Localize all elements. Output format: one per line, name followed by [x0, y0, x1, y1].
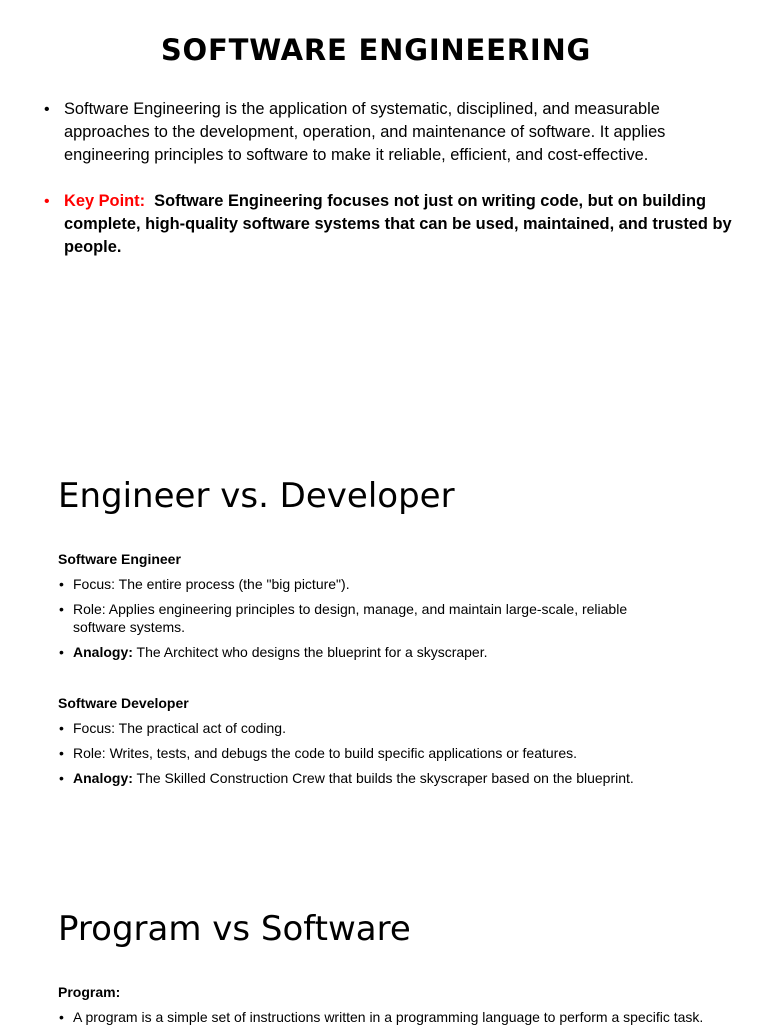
list-item — [58, 643, 678, 661]
red-bullet-icon: • — [44, 192, 50, 210]
list-item — [58, 744, 678, 762]
definition-item — [44, 98, 734, 168]
list-item — [58, 600, 678, 636]
program-vs-software-heading: Program vs Software — [58, 909, 411, 949]
software-developer-subheading: Software Developer — [58, 695, 189, 711]
list-item — [58, 769, 678, 787]
intro-list — [44, 98, 734, 259]
engineer-focus-text: Focus: The entire process (the "big picture"). — [73, 576, 350, 592]
bullet-icon: • — [44, 101, 50, 118]
program-list — [58, 1008, 718, 1033]
list-item — [58, 719, 678, 737]
developer-focus-text: Focus: The practical act of coding. — [73, 720, 286, 736]
engineer-analogy-text: The Architect who designs the blueprint for a skyscraper. — [136, 644, 488, 660]
developer-analogy-text: The Skilled Construction Crew that builds the skyscraper based on the blueprint. — [136, 770, 634, 786]
list-item — [58, 1008, 718, 1026]
bullet-icon: • — [59, 745, 64, 761]
document-title: SOFTWARE ENGINEERING — [160, 33, 592, 67]
developer-analogy-label: Analogy: — [73, 770, 133, 786]
engineer-analogy-label: Analogy: — [73, 644, 133, 660]
engineer-role-text: Role: Applies engineering principles to design, manage, and maintain large-scale, reliable software systems. — [73, 601, 628, 635]
program-definition-text: A program is a simple set of instructions written in a programming language to perform a specific task. — [73, 1009, 704, 1025]
program-subheading: Program: — [58, 984, 121, 1000]
bullet-icon: • — [59, 576, 64, 592]
bullet-icon: • — [59, 1009, 64, 1025]
list-item — [58, 575, 678, 593]
definition-text: Software Engineering is the application of systematic, disciplined, and measurable approaches to the development, operation, and maintenance of software. It applies engineering principles to software to make it reliable, efficient, and cost-effective. — [64, 100, 666, 165]
engineer-vs-developer-heading: Engineer vs. Developer — [58, 476, 455, 516]
bullet-icon: • — [59, 601, 64, 617]
software-engineer-list — [58, 575, 678, 668]
key-point-label: Key Point: — [64, 191, 146, 210]
key-point-text: Software Engineering focuses not just on writing code, but on building complete, high-quality software systems that can be used, maintained, and trusted by people. — [64, 191, 732, 257]
bullet-icon: • — [59, 644, 64, 660]
software-engineer-subheading: Software Engineer — [58, 551, 181, 567]
key-point-item — [44, 190, 734, 260]
software-developer-list — [58, 719, 678, 794]
bullet-icon: • — [59, 770, 64, 786]
developer-role-text: Role: Writes, tests, and debugs the code to build specific applications or features. — [73, 745, 578, 761]
bullet-icon: • — [59, 720, 64, 736]
